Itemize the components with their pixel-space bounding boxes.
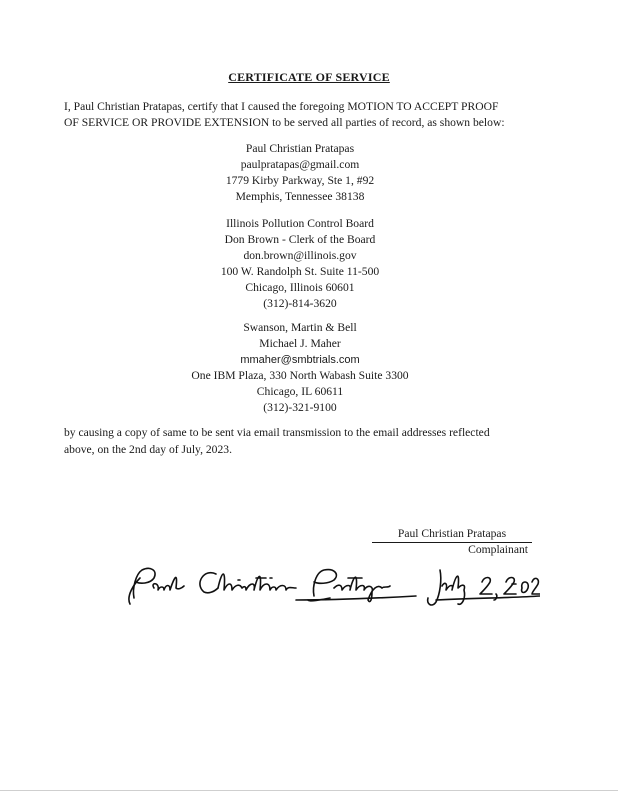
- recipient-block-2: [0, 216, 600, 312]
- recipient-email: don.brown@illinois.gov: [243, 249, 357, 262]
- recipient-name: Michael J. Maher: [259, 337, 341, 350]
- recipient-phone: (312)-814-3620: [263, 297, 337, 310]
- closing-line-2: above, on the 2nd day of July, 2023.: [64, 443, 232, 456]
- handwritten-signature: [120, 560, 540, 610]
- recipient-email: paulpratapas@gmail.com: [240, 158, 360, 171]
- closing-line-1: by causing a copy of same to be sent via email transmission to the email addresses reflected: [64, 426, 490, 439]
- recipient-address: One IBM Plaza, 330 North Wabash Suite 3300: [191, 369, 409, 382]
- document-title: CERTIFICATE OF SERVICE: [228, 70, 390, 84]
- certification-line-2: OF SERVICE OR PROVIDE EXTENSION to be served all parties of record, as shown below:: [64, 116, 505, 129]
- certification-paragraph: [64, 99, 564, 131]
- recipient-city: Memphis, Tennessee 38138: [235, 190, 365, 203]
- recipient-phone: (312)-321-9100: [263, 401, 337, 414]
- recipient-organization: Swanson, Martin & Bell: [243, 321, 357, 334]
- recipient-address: 100 W. Randolph St. Suite 11-500: [220, 265, 380, 278]
- recipient-city: Chicago, IL 60611: [256, 385, 344, 398]
- signature-role: Complainant: [468, 543, 528, 556]
- signature-typed-name: Paul Christian Pratapas: [372, 526, 532, 543]
- recipient-name: Paul Christian Pratapas: [245, 142, 355, 155]
- recipient-organization: Illinois Pollution Control Board: [226, 217, 374, 230]
- recipient-address: 1779 Kirby Parkway, Ste 1, #92: [225, 174, 375, 187]
- recipient-email: mmaher@smbtrials.com: [240, 354, 360, 366]
- closing-paragraph: [64, 424, 534, 458]
- page-bottom-divider: [0, 790, 618, 791]
- recipient-name: Don Brown - Clerk of the Board: [224, 233, 376, 246]
- recipient-block-1: [0, 141, 600, 205]
- recipient-city: Chicago, Illinois 60601: [245, 281, 355, 294]
- certification-line-1: I, Paul Christian Pratapas, certify that I caused the foregoing MOTION TO ACCEPT PROOF: [64, 100, 499, 113]
- recipient-block-3: [0, 320, 600, 416]
